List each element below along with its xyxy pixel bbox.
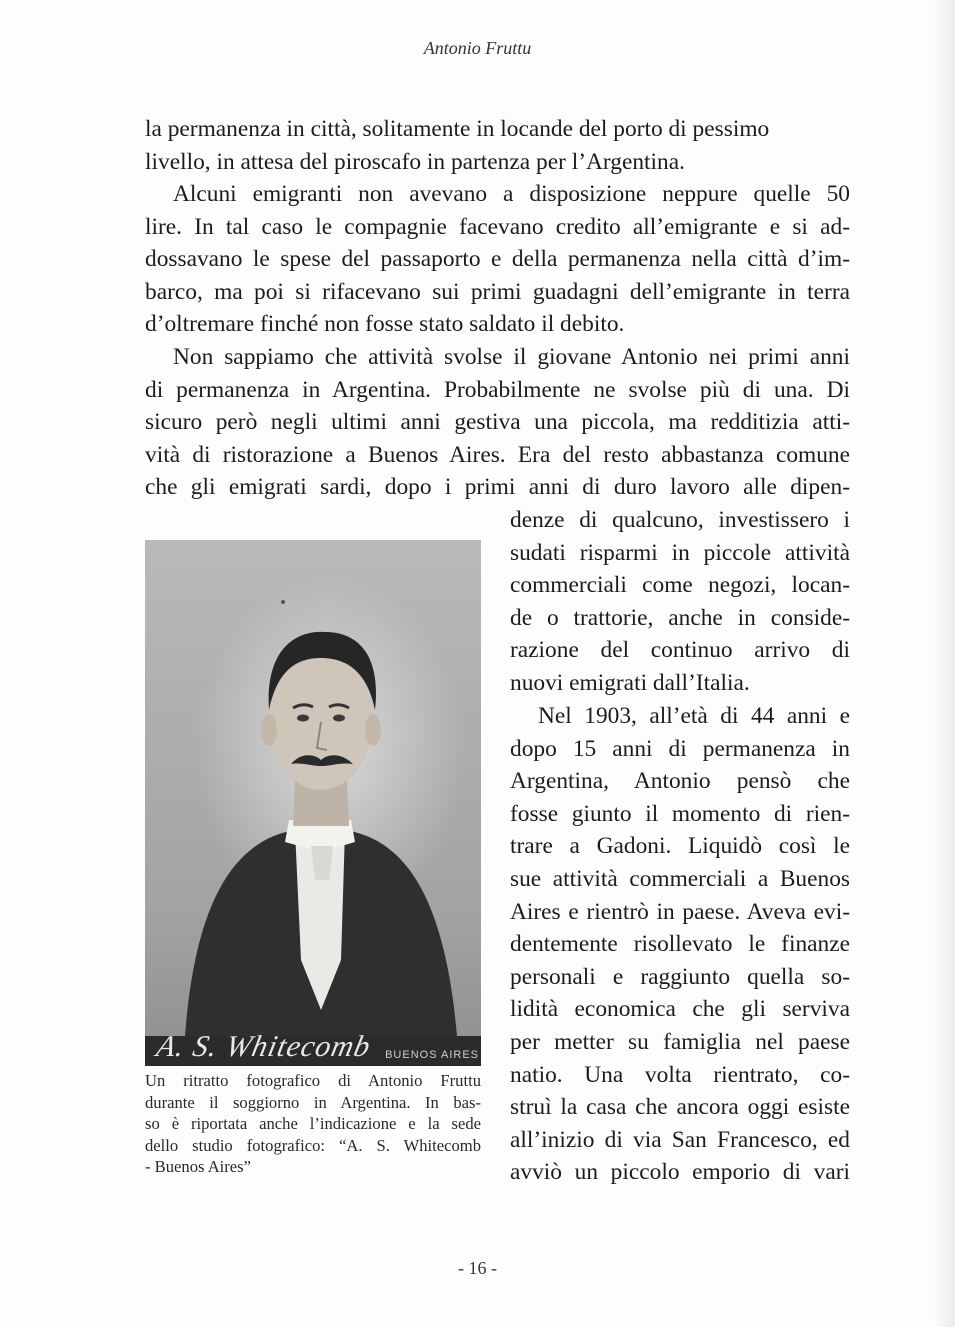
text-line: all’inizio di via San Francesco, ed: [510, 1126, 850, 1153]
caption-line: - Buenos Aires”: [145, 1157, 251, 1176]
caption-line: durante il soggiorno in Argentina. In bas-: [145, 1092, 481, 1112]
text-line: Non sappiamo che attività svolse il giovane Antonio nei primi anni: [173, 344, 850, 370]
text-line: avviò un piccolo emporio di vari: [510, 1159, 850, 1186]
paragraph-5: [510, 700, 850, 1189]
text-line: personali e raggiunto quella so-: [510, 963, 850, 990]
text-line: Alcuni emigranti non avevano a disposizione neppure quelle 50: [173, 181, 850, 207]
paragraph-1: [145, 113, 850, 178]
text-line: natio. Una volta rientrato, co-: [510, 1061, 850, 1088]
text-line: lidità economica che gli serviva: [510, 996, 850, 1023]
text-line: di permanenza in Argentina. Probabilmente ne svolse più di una. Di: [145, 376, 850, 403]
text-line: denze di qualcuno, investissero i: [510, 507, 850, 533]
page-number: - 16 -: [458, 1258, 497, 1278]
text-line: lire. In tal caso le compagnie facevano credito all’emigrante e si ad-: [145, 213, 850, 240]
text-line: commerciali come negozi, locan-: [510, 572, 850, 599]
text-line: trare a Gadoni. Liquidò così le: [510, 833, 850, 860]
text-line: sicuro però negli ultimi anni gestiva una piccola, ma redditizia atti-: [145, 409, 850, 436]
text-line: fosse giunto il momento di rien-: [510, 800, 850, 827]
text-line: sue attività commerciali a Buenos: [510, 865, 850, 892]
text-line: Aires e rientrò in paese. Aveva evi-: [510, 898, 850, 925]
caption-line: dello studio fotografico: “A. S. Whitecomb: [145, 1135, 481, 1155]
page-edge-shadow: [933, 0, 955, 1327]
paragraph-3: [145, 341, 850, 504]
text-line: de o trattorie, anche in conside-: [510, 604, 850, 631]
portrait-photo: [145, 540, 481, 1066]
text-line: per metter su famiglia nel paese: [510, 1028, 850, 1055]
photographer-signature: A. S. Whitecomb: [153, 1030, 374, 1063]
text-line: la permanenza in città, solitamente in locande del porto di pessimo: [145, 116, 770, 142]
text-line: Argentina, Antonio pensò che: [510, 768, 850, 795]
portrait-illustration: [145, 540, 481, 1066]
text-line: dopo 15 anni di permanenza in: [510, 735, 850, 762]
text-line: razione del continuo arrivo di: [510, 637, 850, 664]
text-line: vità di ristorazione a Buenos Aires. Era del resto abbastanza comune: [145, 441, 850, 468]
text-line: dossavano le spese del passaporto e della permanenza nella città d’im-: [145, 246, 850, 273]
paragraph-2: [145, 178, 850, 341]
photo-caption: [145, 1070, 481, 1178]
caption-line: so è riportata anche l’indicazione e la sede: [145, 1114, 481, 1133]
photo-studio-strip: [145, 1030, 481, 1066]
photo-studio-city: BUENOS AIRES: [385, 1049, 479, 1061]
caption-line: Un ritratto fotografico di Antonio Fruttu: [145, 1071, 481, 1090]
text-line: d’oltremare finché non fosse stato saldato il debito.: [145, 311, 625, 338]
paragraph-4: [510, 504, 850, 700]
text-line: nuovi emigrati dall’Italia.: [510, 669, 750, 696]
text-line: Nel 1903, all’età di 44 anni e: [538, 703, 850, 729]
text-line: sudati risparmi in piccole attività: [510, 539, 850, 566]
text-line: dentemente risollevato le finanze: [510, 931, 850, 958]
running-head: Antonio Fruttu: [423, 38, 532, 58]
text-line: struì la casa che ancora oggi esiste: [510, 1094, 850, 1121]
text-line: barco, ma poi si rifacevano sui primi guadagni dell’emigrante in terra: [145, 278, 850, 305]
text-line: che gli emigrati sardi, dopo i primi anni di duro lavoro alle dipen-: [145, 474, 850, 501]
text-line: livello, in attesa del piroscafo in partenza per l’Argentina.: [145, 148, 685, 175]
